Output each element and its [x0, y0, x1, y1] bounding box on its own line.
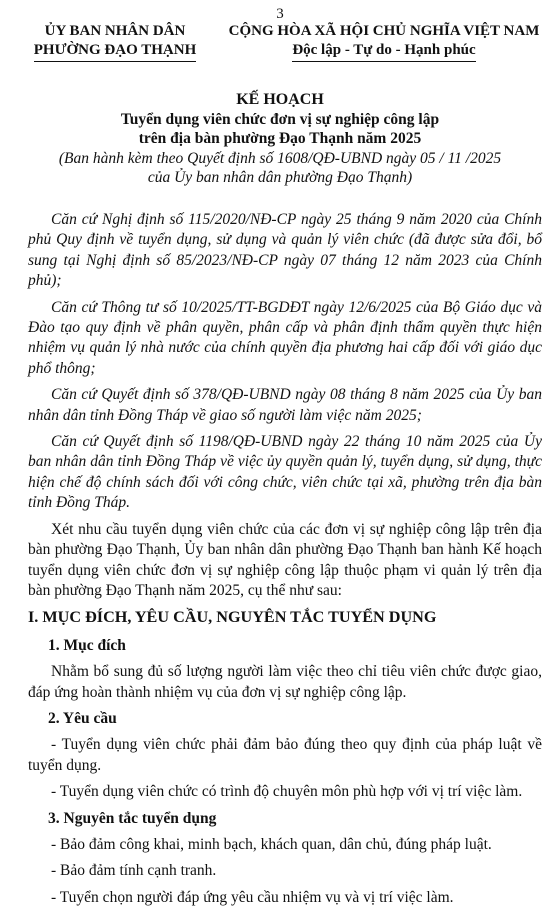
legal-basis-paragraph: Căn cứ Nghị định số 115/2020/NĐ-CP ngày 25 tháng 9 năm 2020 của Chính phủ Quy định về tuyển dụng, sử dụng và quản lý viên chức (đã được sửa đổi, bổ sung tại Nghị định số 85/2023/NĐ-CP ngày 07 tháng 12 năm 2023 của Chính phủ); [28, 211, 542, 290]
agency-name-line1: ỦY BAN NHÂN DÂN [44, 23, 186, 39]
legal-basis-paragraph: Căn cứ Thông tư số 10/2025/TT-BGDĐT ngày 12/6/2025 của Bộ Giáo dục và Đào tạo quy định về phân quyền, phân cấp và phân định thẩm quyền thực hiện nhiệm vụ quản lý nhà nước của chính quyền địa phương hai cấp đối với giáo dục phổ thông; [28, 298, 542, 377]
agency-name-line2: PHƯỜNG ĐẠO THẠNH [34, 41, 197, 62]
page-number: 3 [276, 6, 284, 22]
purpose-paragraph: Nhằm bổ sung đủ số lượng người làm việc theo chỉ tiêu viên chức được giao, đáp ứng hoàn thành nhiệm vụ của đơn vị sự nghiệp công lập. [28, 663, 542, 701]
legal-basis-paragraph: Căn cứ Quyết định số 1198/QĐ-UBND ngày 22 tháng 10 năm 2025 của Ủy ban nhân dân tỉnh Đồng Tháp về việc ủy quyền quản lý, tuyển dụng, sử dụng, thực hiện chế độ chính sách đối với công chức, viên chức tại xã, phường trên địa bàn tỉnh Đồng Tháp. [28, 433, 542, 512]
national-motto: Độc lập - Tự do - Hạnh phúc [292, 41, 475, 62]
agency-header [16, 22, 214, 62]
section-heading: I. MỤC ĐÍCH, YÊU CẦU, NGUYÊN TẮC TUYỂN DỤNG [28, 608, 437, 627]
requirement-item: - Tuyển dụng viên chức có trình độ chuyên môn phù hợp với vị trí việc làm. [51, 783, 523, 801]
principle-item: - Bảo đảm tính cạnh tranh. [51, 862, 217, 880]
national-header [210, 22, 558, 62]
issuance-note-line1: (Ban hành kèm theo Quyết định số 1608/QĐ-UBND ngày 05 / 11 /2025 [58, 149, 502, 167]
issuance-note-line2: của Ủy ban nhân dân phường Đạo Thạnh) [147, 169, 413, 186]
subsection-heading-purpose: 1. Mục đích [48, 636, 126, 654]
country-name: CỘNG HÒA XÃ HỘI CHỦ NGHĨA VIỆT NAM [228, 23, 540, 39]
requirement-item: - Tuyển dụng viên chức phải đảm bảo đúng theo quy định của pháp luật về tuyển dụng. [28, 736, 542, 774]
legal-basis-paragraph: Căn cứ Quyết định số 378/QĐ-UBND ngày 08 tháng 8 năm 2025 của Ủy ban nhân dân tỉnh Đồng Tháp về giao số người làm việc năm 2025; [28, 386, 542, 424]
document-body [28, 210, 542, 914]
principle-item: - Bảo đảm công khai, minh bạch, khách quan, dân chủ, đúng pháp luật. [51, 835, 492, 853]
intro-paragraph: Xét nhu cầu tuyển dụng viên chức của các đơn vị sự nghiệp công lập trên địa bàn phường Đạo Thạnh, Ủy ban nhân dân phường Đạo Thạnh ban hành Kế hoạch tuyển dụng viên chức đơn vị sự nghiệp công lập thuộc phạm vi quản lý trên địa bàn phường Đạo Thạnh năm 2025, cụ thể như sau: [28, 520, 542, 599]
subsection-heading-principles: 3. Nguyên tắc tuyển dụng [48, 809, 217, 827]
document-subtitle-line2: trên địa bàn phường Đạo Thạnh năm 2025 [138, 130, 422, 147]
principle-item: - Tuyển chọn người đáp ứng yêu cầu nhiệm vụ và vị trí việc làm. [51, 888, 454, 906]
document-title-block [20, 90, 540, 188]
document-title: KẾ HOẠCH [236, 91, 324, 108]
subsection-heading-requirements: 2. Yêu cầu [48, 709, 117, 727]
document-subtitle-line1: Tuyển dụng viên chức đơn vị sự nghiệp công lập [120, 110, 440, 128]
